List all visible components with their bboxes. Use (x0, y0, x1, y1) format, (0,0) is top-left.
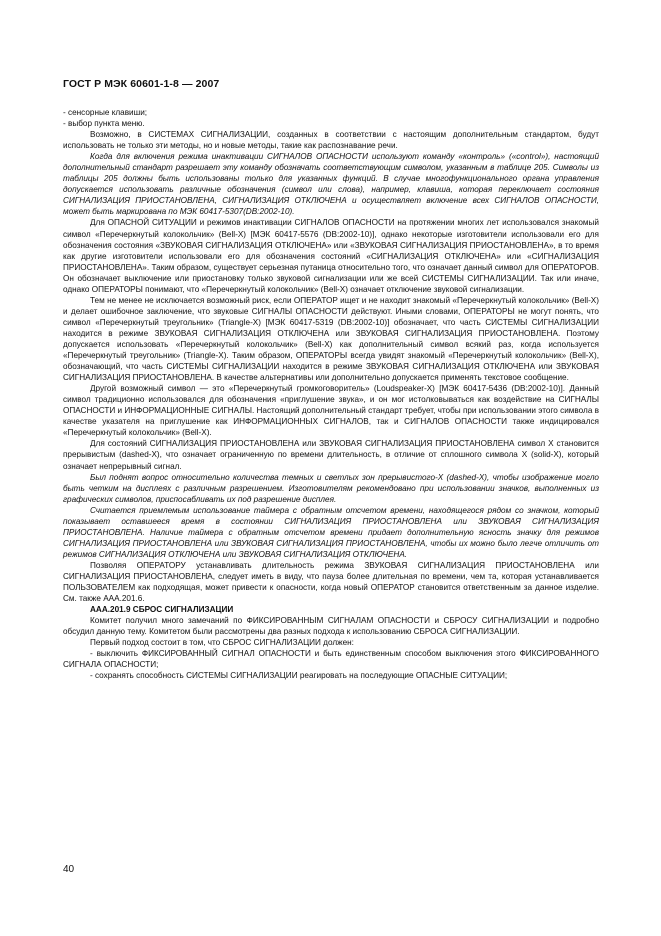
list-item: - выключить ФИКСИРОВАННЫЙ СИГНАЛ ОПАСНОСТИ и быть единственным способом выключения этого ФИКСИРОВАННОГО СИГНАЛА ОПАСНОСТИ; (63, 649, 599, 670)
paragraph: Первый подход состоит в том, что СБРОС СИГНАЛИЗАЦИИ должен: (90, 638, 354, 648)
paragraph: Для ОПАСНОЙ СИТУАЦИИ и режимов инактивации СИГНАЛОВ ОПАСНОСТИ на протяжении многих лет использовался знакомый символ «Перечеркнутый колокольчик» (Bell-X) [МЭК 60417-5576 (DB:2002-10)], однако некоторые изготовители использовали его для обозначения состояния «ЗВУКОВАЯ СИГНАЛИЗАЦИЯ ОТКЛЮЧЕНА» или «ЗВУКОВАЯ СИГНАЛИЗАЦИЯ ПРИОСТАНОВЛЕНА», в то время как другие изготовители использовали его для обозначения состояний «СИГНАЛИЗАЦИЯ ОТКЛЮЧЕНА» или «СИГНАЛИЗАЦИЯ ПРИОСТАНОВЛЕНА». Таким образом, существует серьезная путаница относительно того, что означает данный символ для ОПЕРАТОРОВ. Он обозначает выключение или приостановку только звуковой сигнализации или же всей СИСТЕМЫ СИГНАЛИЗАЦИИ. Так или иначе, однако ОПЕРАТОРЫ понимают, что «Перечеркнутый колокольчик» (Bell-X) означает отключение звуковой сигнализации. (63, 218, 599, 294)
paragraph: Другой возможный символ — это «Перечеркнутый громкоговоритель» (Loudspeaker-X) [МЭК 60417-5436 (DB:2002-10)]. Данный символ традиционно использовался для обозначения «приглушение звука», и он мог истолковываться как воздействие на СИГНАЛЫ ОПАСНОСТИ и ИНФОРМАЦИОННЫЕ СИГНАЛЫ. Настоящий дополнительный стандарт требует, чтобы при использовании этого символа в качестве указателя на приглушение как ИНФОРМАЦИОННЫХ СИГНАЛОВ, так и СИГНАЛОВ ОПАСНОСТИ также индицировался «Перечеркнутый колокольчик» (Bell-X). (63, 384, 599, 438)
paragraph: Позволяя ОПЕРАТОРУ устанавливать длительность режима ЗВУКОВАЯ СИГНАЛИЗАЦИЯ ПРИОСТАНОВЛЕНА или СИГНАЛИЗАЦИЯ ПРИОСТАНОВЛЕНА, следует иметь в виду, что пауза более длительная по времени, чем та, которая устанавливается ПОЛЬЗОВАТЕЛЕМ как подходящая, может привести к опасности, когда новый ОПЕРАТОР становится ответственным за данное изделие. См. также AAA.201.6. (63, 560, 599, 604)
paragraph: Возможно, в СИСТЕМАХ СИГНАЛИЗАЦИИ, созданных в соответствии с настоящим дополнительным стандартом, будут использовать не только эти методы, но и новые методы, такие как распознавание речи. (63, 130, 599, 151)
paragraph: Для состояний СИГНАЛИЗАЦИЯ ПРИОСТАНОВЛЕНА или ЗВУКОВАЯ СИГНАЛИЗАЦИЯ ПРИОСТАНОВЛЕНА символ X становится прерывистым (dashed-X), что означает ограниченную по времени длительность, в отличие от сплошного символа X (solid-X), который означает непрерывный сигнал. (63, 439, 599, 471)
italic-paragraph: Когда для включения режима инактивации СИГНАЛОВ ОПАСНОСТИ используют команду «контроль» («control»), настоящий дополнительный стандарт разрешает эту команду обозначать соответствующим символом, указанным в таблице 205. Символы из таблицы 205 должны быть использованы только для указанных функций. В случае многофункционального органа управления допускается использовать различные обозначения (символ или слова), например, клавиша, которая переключает состояния СИГНАЛИЗАЦИЯ ПРИОСТАНОВЛЕНА, СИГНАЛИЗАЦИЯ ОТКЛЮЧЕНА и осуществляет включение всех СИГНАЛОВ ОПАСНОСТИ, может быть маркирована по МЭК 60417-5307(DB:2002-10). (63, 152, 599, 217)
italic-paragraph: Был поднят вопрос относительно количества темных и светлых зон прерывистого-X (dashed-X), чтобы изображение могло быть четким на дисплеях с различным разрешением. Изготовителям рекомендовано при использовании значков, выполненных из графических символов, приспосабливать их под разрешение дисплея. (63, 472, 599, 504)
italic-paragraph: Считается приемлемым использование таймера с обратным отсчетом времени, находящегося рядом со значком, который показывает оставшееся время в состоянии СИГНАЛИЗАЦИЯ ПРИОСТАНОВЛЕНА или ЗВУКОВАЯ СИГНАЛИЗАЦИЯ ПРИОСТАНОВЛЕНА. Наличие таймера с обратным отсчетом времени придает дополнительную ясность значку для режимов СИГНАЛИЗАЦИЯ ПРИОСТАНОВЛЕНА или ЗВУКОВАЯ СИГНАЛИЗАЦИЯ ПРИОСТАНОВЛЕНА, чтобы их можно было легче отличить от режимов СИГНАЛИЗАЦИЯ ОТКЛЮЧЕНА или ЗВУКОВАЯ СИГНАЛИЗАЦИЯ ОТКЛЮЧЕНА. (63, 505, 599, 559)
paragraph: - сенсорные клавиши; (63, 108, 148, 117)
paragraph: - выбор пункта меню. (63, 119, 145, 129)
document-body (63, 107, 599, 681)
list-item: - сохранять способность СИСТЕМЫ СИГНАЛИЗАЦИИ реагировать на последующие ОПАСНЫЕ СИТУАЦИИ; (90, 671, 508, 681)
paragraph: Комитет получил много замечаний по ФИКСИРОВАННЫМ СИГНАЛАМ ОПАСНОСТИ и СБРОСУ СИГНАЛИЗАЦИИ и подробно обсудил данную тему. Комитетом были рассмотрены два разных подхода к использованию СБРОСА СИГНАЛИЗАЦИИ. (63, 616, 599, 637)
section-heading: AAA.201.9 СБРОС СИГНАЛИЗАЦИИ (90, 605, 234, 615)
paragraph: Тем не менее не исключается возможный риск, если ОПЕРАТОР ищет и не находит знакомый «Перечеркнутый колокольчик» (Bell-X) и делает ошибочное заключение, что звуковые СИГНАЛЫ ОПАСНОСТИ действуют. Иными словами, ОПЕРАТОРЫ не могут понять, что символ «Перечеркнутый треугольник» (Triangle-X) [МЭК 60417-5319 (DB:2002-10)] обозначает, что часть СИСТЕМЫ СИГНАЛИЗАЦИИ находится в режиме ЗВУКОВАЯ СИГНАЛИЗАЦИЯ ОТКЛЮЧЕНА или ЗВУКОВАЯ СИГНАЛИЗАЦИЯ ПРИОСТАНОВЛЕНА. Поэтому допускается использовать «Перечеркнутый колокольчик» (Bell-X) как дополнительный символ всякий раз, когда используется «Перечеркнутый треугольник» (Triangle-X). Таким образом, ОПЕРАТОРЫ всегда увидят знакомый «Перечеркнутый колокольчик» (Bell-X), обозначающий, что часть СИСТЕМЫ СИГНАЛИЗАЦИИ находится в режиме ЗВУКОВАЯ СИГНАЛИЗАЦИЯ ОТКЛЮЧЕНА или ЗВУКОВАЯ СИГНАЛИЗАЦИЯ ПРИОСТАНОВЛЕНА. В качестве альтернативы или дополнительно допускается применять текстовое сообщение. (63, 295, 599, 383)
page-number: 40 (63, 864, 75, 875)
document-header: ГОСТ Р МЭК 60601-1-8 — 2007 (63, 78, 220, 90)
